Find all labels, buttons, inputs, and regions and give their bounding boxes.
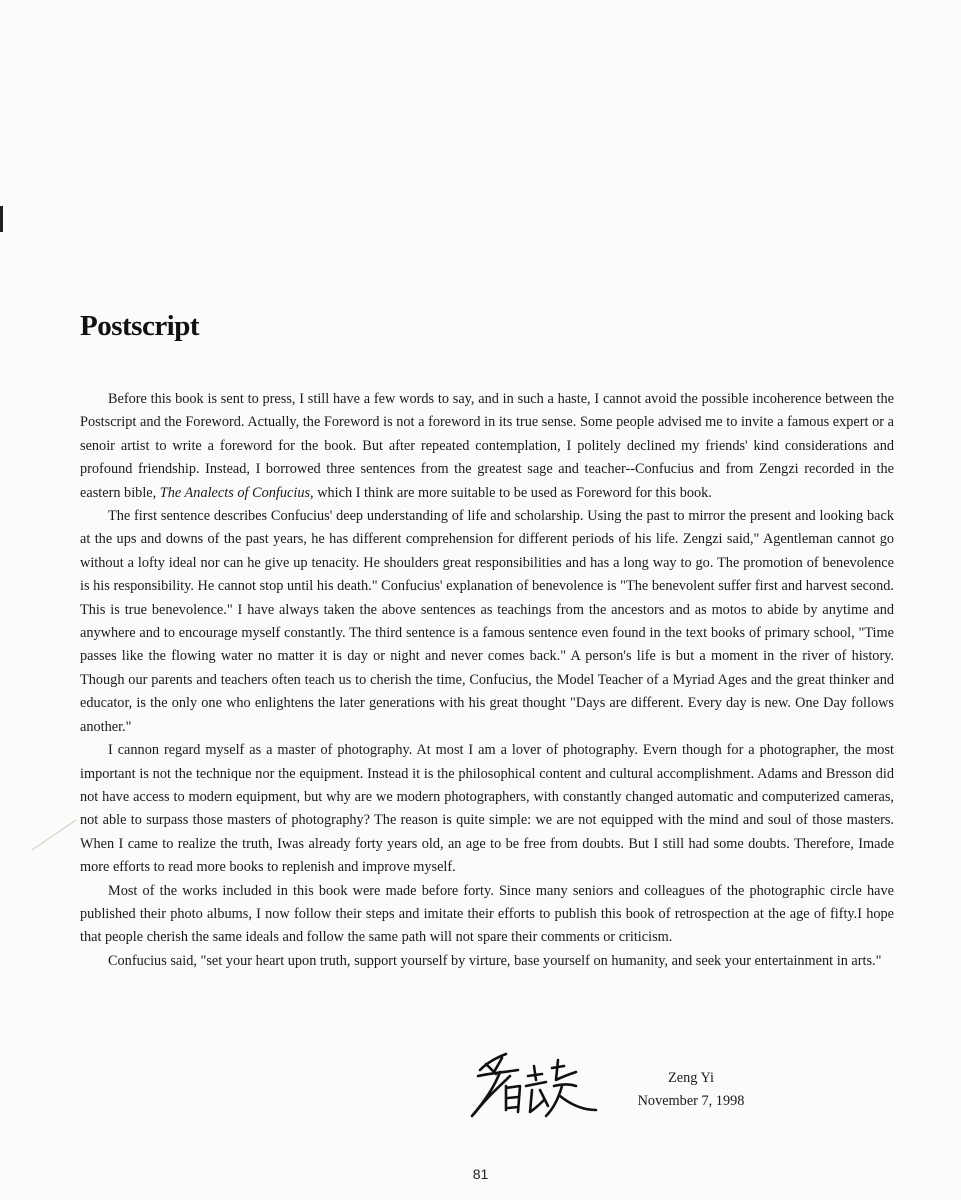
signature-date: November 7, 1998 [637, 1093, 745, 1109]
author-name: Zeng Yi [668, 1070, 714, 1086]
paragraph-3: I cannon regard myself as a master of photography. At most I am a lover of photography. Evern though for a photographer, the most important is not the technique nor the equipment. Instead it is the philosophical content and cultural accomplishment. Adams and Bresson did not have access to modern equipment, but why are we modern photographers, with constantly changed automatic and computerized cameras, not able to surpass those masters of photography? The reason is quite simple: we are not equipped with the mind and soul of those masters. When I came to realize the truth, Iwas already forty years old, an age to be free from doubts. But I still had some doubts. Therefore, Imade more efforts to read more books to replenish and improve myself. [80, 742, 894, 876]
page-number: 81 [472, 1166, 489, 1182]
paragraph-1: Before this book is sent to press, I still have a few words to say, and in such a haste, I cannot avoid the possible incoherence between the Postscript and the Foreword. Actually, the Foreword is not a foreword in its true sense. Some people advised me to invite a famous expert or a senoir artist to write a foreword for the book. But after repeated contemplation, I politely declined my friends' kind considerations and profound friendship. Instead, I borrowed three sentences from the greatest sage and teacher--Confucius and from Zengzi recorded in the eastern bible, The Analects of Confucius, which I think are more suitable to be used as Foreword for this book. [80, 391, 894, 501]
binding-mark [0, 206, 3, 232]
handwritten-signature [466, 1046, 606, 1126]
scan-stray-mark [30, 816, 78, 852]
paragraph-4: Most of the works included in this book were made before forty. Since many seniors and colleagues of the photographic circle have published their photo albums, I now follow their steps and imitate their efforts to publish this book of retrospection at the age of fifty.I hope that people cherish the same ideals and follow the same path will not spare their comments or criticism. [80, 882, 894, 946]
paragraph-5: Confucius said, "set your heart upon truth, support yourself by virture, base yourself on humanity, and seek your entertainment in arts." [108, 952, 882, 969]
book-title-italic: The Analects of Confucius, [159, 484, 314, 501]
signature-block [620, 1067, 762, 1113]
postscript-body [80, 388, 894, 973]
page-title: Postscript [80, 310, 200, 342]
paragraph-2: The first sentence describes Confucius' deep understanding of life and scholarship. Using the past to mirror the present and looking back at the ups and downs of the past years, he has different comprehension for different periods of his life. Zengzi said," Agentleman cannot go without a lofty ideal nor can he give up tenacity. He shoulders great responsibilities and has a long way to go. The promotion of benevolence is his responsibility. He cannot stop until his death." Confucius' explanation of benevolence is "The benevolent suffer first and harvest second. This is true benevolence." I have always taken the above sentences as teachings from the ancestors and as motos to abide by anytime and anywhere and to encourage myself constantly. The third sentence is a famous sentence even found in the text books of primary school, "Time passes like the flowing water no matter it is day or night and never comes back." A person's life is but a moment in the river of history. Though our parents and teachers often teach us to cherish the time, Confucius, the Model Teacher of a Myriad Ages and the great thinker and educator, is the only one who enlightens the later generations with his great thought "Days are different. Every day is new. One Day follows another." [80, 508, 894, 735]
